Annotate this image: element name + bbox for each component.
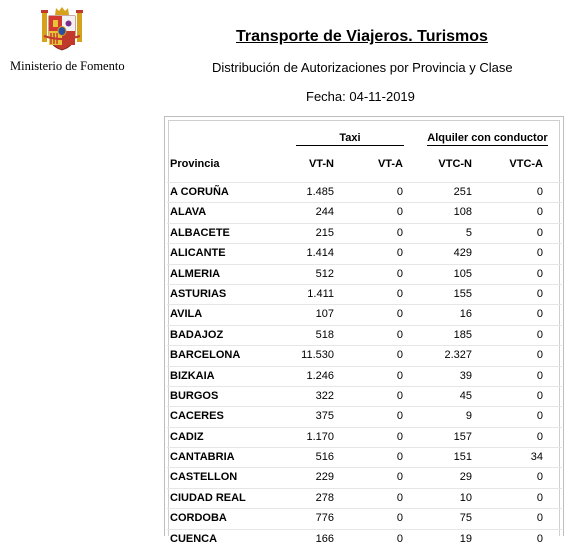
cell-vta: 0 <box>396 369 403 382</box>
cell-vtn: 166 <box>315 532 334 545</box>
cell-vtcn: 9 <box>465 410 472 423</box>
table-row <box>167 529 562 549</box>
table-row <box>167 508 562 528</box>
cell-vtcn: 429 <box>453 247 472 260</box>
cell-vtca: 0 <box>536 287 543 300</box>
cell-provincia: CANTABRIA <box>170 451 235 464</box>
table-row <box>167 304 562 324</box>
cell-vtcn: 19 <box>459 532 472 545</box>
column-header-vtn: VT-N <box>308 158 334 170</box>
cell-vtn: 278 <box>315 491 334 504</box>
cell-vtca: 0 <box>536 247 543 260</box>
cell-vtca: 0 <box>536 349 543 362</box>
cell-vtcn: 105 <box>453 267 472 280</box>
cell-vta: 0 <box>396 226 403 239</box>
cell-provincia: CASTELLON <box>170 471 238 484</box>
cell-vtn: 215 <box>315 226 334 239</box>
cell-vtcn: 75 <box>459 512 472 525</box>
cell-vtn: 229 <box>315 471 334 484</box>
cell-vta: 0 <box>396 451 403 464</box>
cell-vtn: 1.411 <box>307 287 334 300</box>
table-row <box>167 223 562 243</box>
cell-vtn: 1.485 <box>306 186 334 198</box>
cell-vtca: 0 <box>536 226 543 239</box>
table-row <box>167 386 562 406</box>
table-row <box>167 447 562 467</box>
table-row <box>167 467 562 487</box>
table-body <box>167 182 562 549</box>
cell-provincia: A CORUÑA <box>170 186 229 198</box>
cell-vtn: 107 <box>315 308 334 321</box>
ministry-name: Ministerio de Fomento <box>10 59 125 73</box>
column-header-vta: VT-A <box>377 158 403 170</box>
cell-vtn: 1.414 <box>306 247 334 260</box>
cell-vtn: 244 <box>315 206 334 219</box>
cell-vta: 0 <box>396 247 403 260</box>
cell-vtn: 512 <box>315 267 334 280</box>
cell-vtn: 11.530 <box>301 349 334 362</box>
cell-provincia: BADAJOZ <box>170 328 224 341</box>
cell-vtn: 322 <box>315 389 334 402</box>
cell-vta: 0 <box>396 471 403 484</box>
cell-vta: 0 <box>396 410 403 423</box>
cell-provincia: CADIZ <box>170 430 204 443</box>
cell-vtca: 0 <box>536 532 543 545</box>
cell-vtca: 0 <box>536 389 543 402</box>
cell-vtca: 0 <box>536 430 543 443</box>
table-row <box>167 366 562 386</box>
cell-vtca: 0 <box>536 267 543 280</box>
page-title: Transporte de Viajeros. Turismos <box>236 28 488 45</box>
cell-provincia: CUENCA <box>170 532 218 545</box>
cell-vta: 0 <box>396 267 403 280</box>
cell-vtca: 0 <box>536 308 543 321</box>
table-row <box>167 427 562 447</box>
cell-provincia: ALBACETE <box>170 226 230 239</box>
cell-vtcn: 185 <box>453 328 472 341</box>
table-row <box>167 202 562 222</box>
column-header-vtca: VTC-A <box>509 158 543 170</box>
table-row <box>167 406 562 426</box>
coat-of-arms-icon <box>40 6 84 52</box>
cell-vtcn: 155 <box>453 287 472 300</box>
cell-vta: 0 <box>396 389 403 402</box>
page-subtitle: Distribución de Autorizaciones por Provincia y Clase <box>212 60 513 75</box>
table-row <box>167 488 562 508</box>
cell-vtca: 0 <box>536 206 543 219</box>
cell-vtcn: 10 <box>459 491 472 504</box>
table-row <box>167 284 562 304</box>
cell-vtcn: 2.327 <box>444 349 472 362</box>
table-row <box>167 243 562 263</box>
cell-provincia: CACERES <box>170 410 224 423</box>
cell-vtca: 0 <box>536 186 543 198</box>
cell-vtca: 0 <box>536 369 543 382</box>
cell-vtn: 516 <box>315 451 334 464</box>
cell-provincia: AVILA <box>170 308 203 321</box>
cell-vta: 0 <box>396 430 403 443</box>
cell-vtn: 1.170 <box>306 430 334 443</box>
cell-vtcn: 157 <box>453 430 472 443</box>
cell-vta: 0 <box>396 532 403 545</box>
cell-provincia: BURGOS <box>170 389 219 402</box>
cell-vta: 0 <box>396 308 403 321</box>
cell-vtcn: 108 <box>453 206 472 219</box>
cell-vtca: 0 <box>536 471 543 484</box>
cell-vtca: 0 <box>536 512 543 525</box>
cell-vtca: 0 <box>536 491 543 504</box>
cell-vtcn: 151 <box>453 451 472 464</box>
cell-vta: 0 <box>396 512 403 525</box>
column-header-provincia: Provincia <box>170 158 220 170</box>
column-header-vtcn: VTC-N <box>438 158 472 170</box>
cell-vtcn: 251 <box>453 186 472 198</box>
table-row <box>167 325 562 345</box>
cell-vtca: 0 <box>536 328 543 341</box>
table-row <box>167 345 562 365</box>
cell-vta: 0 <box>396 206 403 219</box>
group-header-taxi: Taxi <box>296 132 404 146</box>
cell-vtn: 1.246 <box>306 369 334 382</box>
cell-vtcn: 16 <box>459 308 472 321</box>
cell-vta: 0 <box>396 287 403 300</box>
cell-vtcn: 5 <box>465 226 472 239</box>
table-row <box>167 264 562 284</box>
cell-provincia: BARCELONA <box>170 349 241 362</box>
group-header-alquiler: Alquiler con conductor <box>427 132 548 144</box>
cell-provincia: ALMERIA <box>170 267 221 280</box>
cell-vtca: 0 <box>536 410 543 423</box>
cell-vta: 0 <box>396 186 403 198</box>
cell-vtcn: 45 <box>459 389 472 402</box>
cell-provincia: ALAVA <box>170 206 207 219</box>
table-row <box>167 182 562 202</box>
cell-vta: 0 <box>396 491 403 504</box>
cell-vtcn: 39 <box>459 369 472 382</box>
cell-vtn: 375 <box>315 410 334 423</box>
cell-provincia: ASTURIAS <box>170 287 227 300</box>
cell-provincia: ALICANTE <box>170 247 226 260</box>
cell-vtcn: 29 <box>459 471 472 484</box>
cell-provincia: CORDOBA <box>170 512 227 525</box>
cell-provincia: CIUDAD REAL <box>170 491 246 504</box>
cell-vtn: 776 <box>315 512 334 525</box>
cell-vta: 0 <box>396 328 403 341</box>
cell-vtca: 34 <box>530 451 543 464</box>
cell-vtn: 518 <box>315 328 334 341</box>
cell-vta: 0 <box>396 349 403 362</box>
report-date: Fecha: 04-11-2019 <box>306 89 415 104</box>
cell-provincia: BIZKAIA <box>170 369 215 382</box>
